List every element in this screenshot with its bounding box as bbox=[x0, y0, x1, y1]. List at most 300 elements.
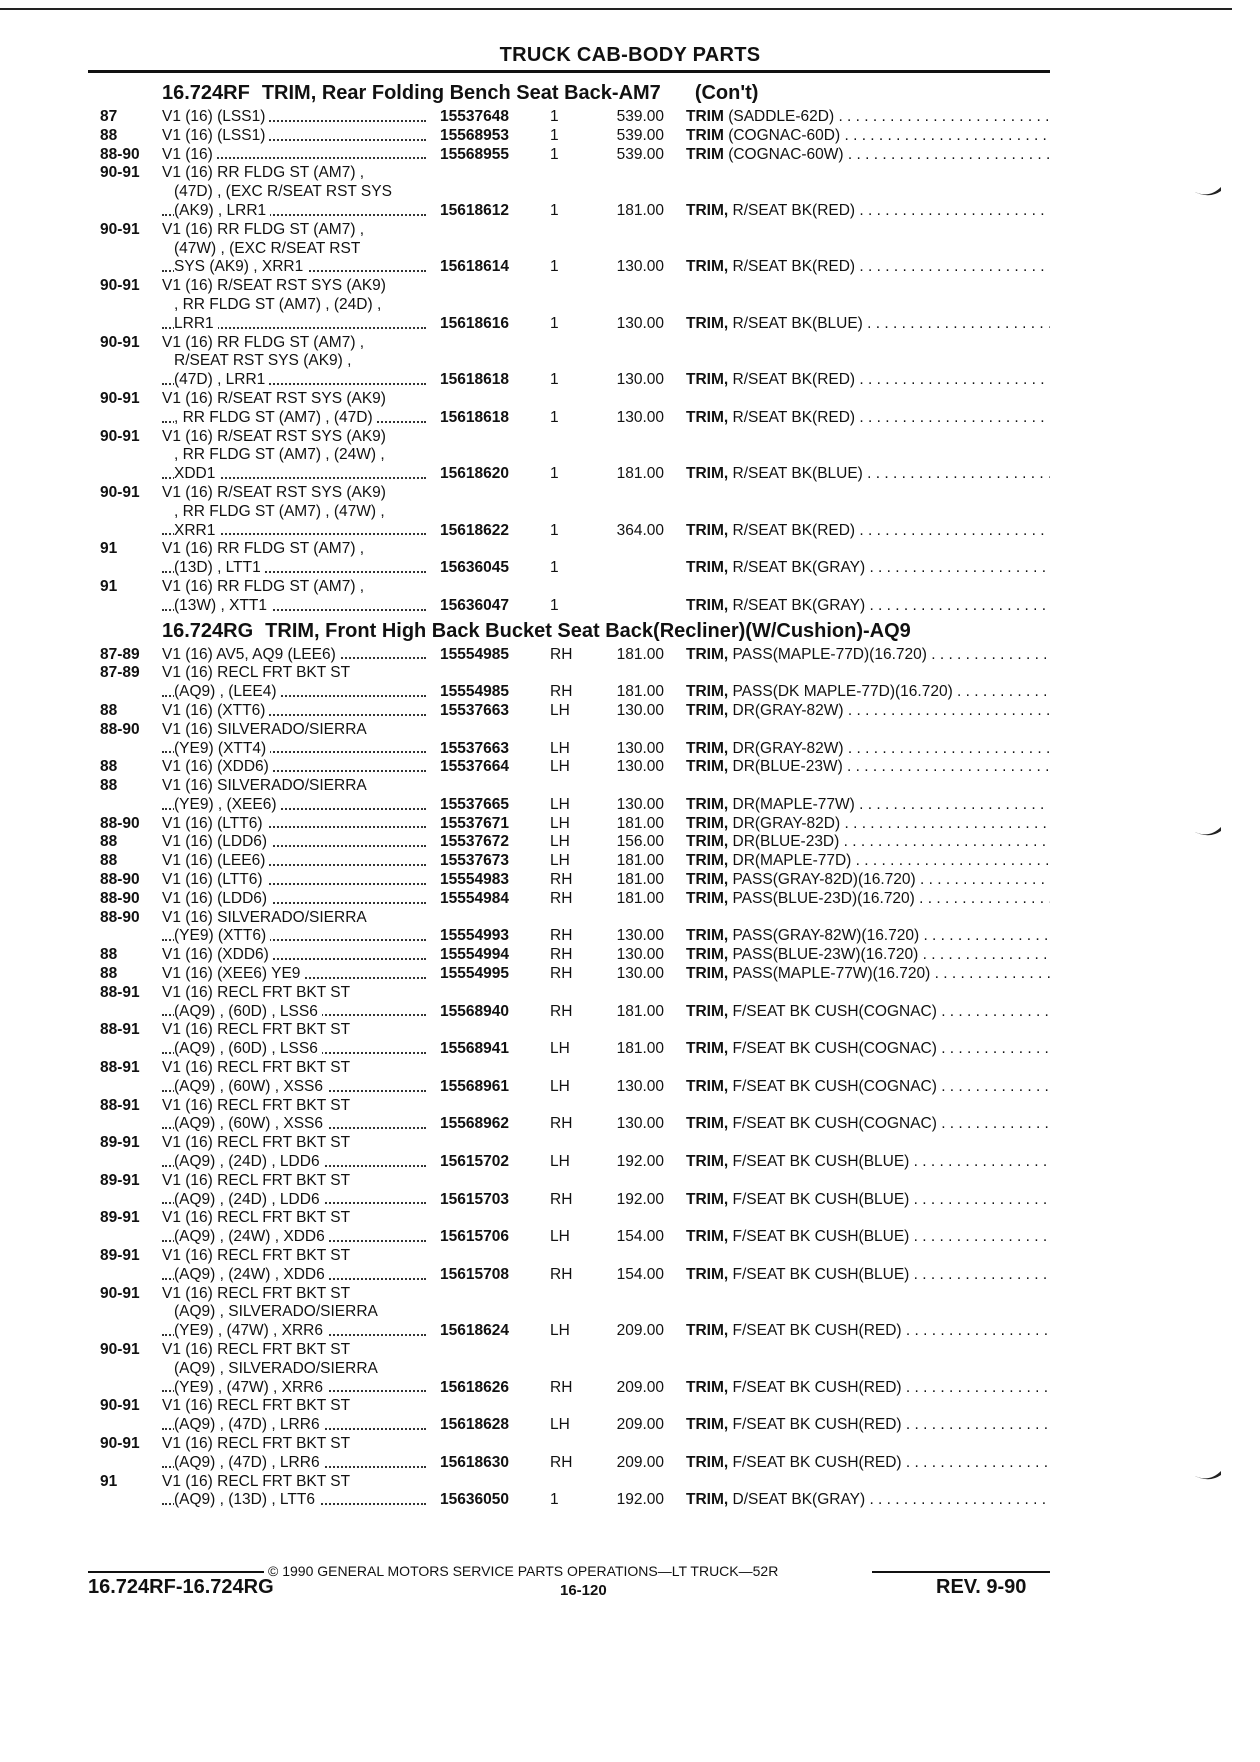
part-name bbox=[686, 815, 1050, 834]
quantity: 1 bbox=[550, 371, 559, 389]
part-name bbox=[686, 465, 1050, 484]
description-text: V1 (16) RECL FRT BKT ST bbox=[162, 1434, 351, 1452]
part-name bbox=[686, 1191, 1050, 1210]
price: 130.00 bbox=[616, 739, 664, 757]
part-number: 15618626 bbox=[440, 1378, 509, 1396]
part-name-detail: F/SEAT BK CUSH(COGNAC) bbox=[728, 1002, 937, 1020]
model-years: 88 bbox=[100, 833, 118, 851]
section-code: 16.724RG bbox=[162, 619, 254, 642]
part-number: 15636050 bbox=[440, 1491, 509, 1509]
part-name-detail: D/SEAT BK(GRAY) bbox=[728, 1491, 866, 1509]
part-name-prefix: TRIM, bbox=[686, 371, 729, 389]
quantity: RH bbox=[550, 1378, 573, 1396]
quantity: RH bbox=[550, 871, 573, 889]
model-years: 88-91 bbox=[100, 1021, 140, 1039]
table-row bbox=[0, 815, 1260, 834]
quantity: RH bbox=[550, 683, 573, 701]
description-text: V1 (16) RECL FRT BKT ST bbox=[162, 1021, 351, 1039]
quantity: 1 bbox=[550, 596, 559, 614]
description-line bbox=[162, 164, 426, 183]
description-text: (AQ9) , SILVERADO/SIERRA bbox=[174, 1359, 378, 1377]
part-number: 15618614 bbox=[440, 258, 509, 276]
quantity: LH bbox=[550, 739, 570, 757]
part-name-prefix: TRIM, bbox=[686, 1416, 729, 1434]
model-years: 87 bbox=[100, 108, 118, 125]
description-line bbox=[162, 221, 426, 240]
description-text: (AQ9) , (24D) , LDD6 bbox=[174, 1191, 324, 1208]
part-name-prefix: TRIM, bbox=[686, 852, 729, 870]
price: 209.00 bbox=[616, 1322, 664, 1340]
part-number: 15615708 bbox=[440, 1265, 509, 1283]
table-row bbox=[0, 1021, 1260, 1059]
section-name: TRIM, Rear Folding Bench Seat Back-AM7 bbox=[261, 82, 661, 104]
part-name-detail: F/SEAT BK CUSH(BLUE) bbox=[728, 1153, 910, 1171]
description-line bbox=[162, 1473, 426, 1492]
part-name-detail: R/SEAT BK(RED) bbox=[728, 201, 856, 219]
description-text: , RR FLDG ST (AM7) , (24W) , bbox=[174, 446, 385, 464]
description-line bbox=[162, 721, 426, 740]
price: 130.00 bbox=[616, 965, 664, 983]
part-name bbox=[686, 1379, 1050, 1398]
table-row bbox=[0, 1059, 1260, 1097]
part-name-prefix: TRIM, bbox=[686, 465, 729, 483]
description-text: R/SEAT RST SYS (AK9) , bbox=[174, 352, 352, 370]
parts-listing bbox=[0, 78, 1260, 1510]
part-number: 15537648 bbox=[440, 108, 509, 125]
part-name-detail: R/SEAT BK(RED) bbox=[728, 258, 856, 276]
part-name-detail: F/SEAT BK CUSH(RED) bbox=[728, 1322, 902, 1340]
price: 181.00 bbox=[616, 1040, 664, 1058]
model-years: 90-91 bbox=[100, 1434, 140, 1452]
model-years: 89-91 bbox=[100, 1171, 140, 1189]
header-rule bbox=[88, 70, 1050, 73]
part-name-prefix: TRIM, bbox=[686, 1265, 729, 1283]
part-name bbox=[686, 852, 1050, 871]
quantity: LH bbox=[550, 814, 570, 832]
description-line bbox=[162, 1435, 426, 1454]
description-text: V1 (16) (LEE6) bbox=[162, 852, 269, 869]
part-name-detail: R/SEAT BK(RED) bbox=[728, 521, 856, 539]
description-text: (YE9) (XTT4) bbox=[174, 740, 270, 757]
part-name-detail: R/SEAT BK(BLUE) bbox=[728, 465, 863, 483]
part-name-detail: PASS(BLUE-23D)(16.720) bbox=[728, 889, 915, 907]
quantity: LH bbox=[550, 1228, 570, 1246]
description-text: , RR FLDG ST (AM7) , (24D) , bbox=[174, 295, 382, 313]
quantity: 1 bbox=[550, 465, 559, 483]
part-name-detail: F/SEAT BK CUSH(RED) bbox=[728, 1453, 902, 1471]
model-years: 90-91 bbox=[100, 1397, 140, 1415]
table-row bbox=[0, 852, 1260, 871]
part-name-prefix: TRIM, bbox=[686, 1190, 729, 1208]
quantity: 1 bbox=[550, 201, 559, 219]
part-name-detail: F/SEAT BK CUSH(RED) bbox=[728, 1378, 902, 1396]
model-years: 90-91 bbox=[100, 483, 140, 501]
table-row bbox=[0, 1097, 1260, 1135]
description-line bbox=[162, 1097, 426, 1116]
price: 181.00 bbox=[616, 1002, 664, 1020]
description-text: , RR FLDG ST (AM7) , (47D) bbox=[174, 409, 377, 426]
table-row bbox=[0, 777, 1260, 815]
price: 130.00 bbox=[616, 408, 664, 426]
table-row bbox=[0, 984, 1260, 1022]
quantity: RH bbox=[550, 965, 573, 983]
quantity: 1 bbox=[550, 258, 559, 276]
part-name-detail: PASS(GRAY-82D)(16.720) bbox=[728, 871, 916, 889]
description-text: V1 (16) RECL FRT BKT ST bbox=[162, 1284, 351, 1302]
part-name bbox=[686, 127, 1050, 146]
model-years: 88-90 bbox=[100, 720, 140, 738]
price: 130.00 bbox=[616, 701, 664, 719]
part-name-detail: F/SEAT BK CUSH(COGNAC) bbox=[728, 1040, 937, 1058]
table-row bbox=[0, 334, 1260, 390]
price: 209.00 bbox=[616, 1453, 664, 1471]
part-name-detail: DR(GRAY-82D) bbox=[728, 814, 841, 832]
part-name-prefix: TRIM, bbox=[686, 814, 729, 832]
part-name bbox=[686, 1454, 1050, 1473]
description-line bbox=[162, 183, 426, 202]
model-years: 88-91 bbox=[100, 1059, 140, 1077]
part-name bbox=[686, 702, 1050, 721]
part-name-prefix: TRIM bbox=[686, 108, 724, 125]
description-line bbox=[162, 984, 426, 1003]
price: 181.00 bbox=[616, 889, 664, 907]
part-name bbox=[686, 1003, 1050, 1022]
description-line bbox=[162, 1285, 426, 1304]
description-text: (AQ9) , (60D) , LSS6 bbox=[174, 1040, 322, 1057]
part-number: 15615703 bbox=[440, 1190, 509, 1208]
top-rule bbox=[0, 8, 1232, 10]
description-text: V1 (16) RECL FRT BKT ST bbox=[162, 1472, 351, 1490]
part-number: 15554985 bbox=[440, 683, 509, 701]
part-name-detail: R/SEAT BK(GRAY) bbox=[728, 596, 866, 614]
description-line bbox=[162, 540, 426, 559]
model-years: 88-90 bbox=[100, 145, 140, 163]
part-number: 15618628 bbox=[440, 1416, 509, 1434]
model-years: 88 bbox=[100, 701, 118, 719]
part-number: 15618612 bbox=[440, 201, 509, 219]
description-text: V1 (16) (LDD6) bbox=[162, 833, 271, 850]
part-name bbox=[686, 1115, 1050, 1134]
quantity: 1 bbox=[550, 521, 559, 539]
description-line bbox=[162, 484, 426, 503]
description-text: V1 (16) RR FLDG ST (AM7) , bbox=[162, 577, 365, 595]
quantity: RH bbox=[550, 1115, 573, 1133]
price: 130.00 bbox=[616, 258, 664, 276]
description-line bbox=[162, 277, 426, 296]
quantity: LH bbox=[550, 833, 570, 851]
description-text: (47W) , (EXC R/SEAT RST bbox=[174, 239, 361, 257]
description-text: V1 (16) SILVERADO/SIERRA bbox=[162, 908, 367, 926]
description-text: V1 (16) RR FLDG ST (AM7) , bbox=[162, 540, 365, 558]
description-text: V1 (16) (XEE6) YE9 bbox=[162, 965, 304, 982]
description-text: XDD1 bbox=[174, 465, 219, 482]
part-number: 15618630 bbox=[440, 1453, 509, 1471]
price: 181.00 bbox=[616, 852, 664, 870]
price: 181.00 bbox=[616, 871, 664, 889]
quantity: RH bbox=[550, 1453, 573, 1471]
table-row bbox=[0, 946, 1260, 965]
part-name-detail: PASS(MAPLE-77W)(16.720) bbox=[728, 965, 931, 983]
table-row bbox=[0, 1172, 1260, 1210]
part-number: 15568940 bbox=[440, 1002, 509, 1020]
table-row bbox=[0, 1397, 1260, 1435]
part-name bbox=[686, 146, 1050, 165]
description-text: V1 (16) (LTT6) bbox=[162, 815, 267, 832]
quantity: 1 bbox=[550, 108, 559, 125]
price: 130.00 bbox=[616, 758, 664, 776]
description-text: (AQ9) , SILVERADO/SIERRA bbox=[174, 1303, 378, 1321]
part-number: 15618616 bbox=[440, 314, 509, 332]
description-text: (13W) , XTT1 bbox=[174, 597, 271, 614]
description-text: V1 (16) R/SEAT RST SYS (AK9) bbox=[162, 483, 386, 501]
part-name-prefix: TRIM, bbox=[686, 314, 729, 332]
description-text: V1 (16) R/SEAT RST SYS (AK9) bbox=[162, 277, 386, 295]
part-name-prefix: TRIM, bbox=[686, 1378, 729, 1396]
part-name-prefix: TRIM, bbox=[686, 1077, 729, 1095]
part-name-prefix: TRIM, bbox=[686, 258, 729, 276]
part-name-detail: R/SEAT BK(RED) bbox=[728, 371, 856, 389]
part-name-prefix: TRIM, bbox=[686, 1453, 729, 1471]
quantity: RH bbox=[550, 889, 573, 907]
model-years: 91 bbox=[100, 1472, 118, 1490]
description-text: V1 (16) RECL FRT BKT ST bbox=[162, 1096, 351, 1114]
quantity: RH bbox=[550, 946, 573, 964]
part-name bbox=[686, 1228, 1050, 1247]
part-number: 15568961 bbox=[440, 1077, 509, 1095]
table-row bbox=[0, 578, 1260, 616]
description-line bbox=[162, 390, 426, 409]
price: 130.00 bbox=[616, 946, 664, 964]
description-text: (AQ9) , (24W) , XDD6 bbox=[174, 1228, 329, 1245]
part-name-prefix: TRIM, bbox=[686, 559, 729, 577]
quantity: RH bbox=[550, 1265, 573, 1283]
description-line bbox=[162, 777, 426, 796]
model-years: 88 bbox=[100, 777, 118, 795]
section-continued: (Con't) bbox=[694, 82, 759, 104]
description-text: V1 (16) (LSS1) bbox=[162, 127, 269, 144]
part-name-prefix: TRIM, bbox=[686, 889, 729, 907]
table-row bbox=[0, 1134, 1260, 1172]
part-name bbox=[686, 1153, 1050, 1172]
part-number: 15554993 bbox=[440, 927, 509, 945]
price: 181.00 bbox=[616, 814, 664, 832]
description-text: (AQ9) , (13D) , LTT6 bbox=[174, 1491, 319, 1508]
part-number: 15554995 bbox=[440, 965, 509, 983]
price: 130.00 bbox=[616, 314, 664, 332]
part-number: 15618622 bbox=[440, 521, 509, 539]
description-text: (AQ9) , (60W) , XSS6 bbox=[174, 1078, 327, 1095]
section-code: 16.724RF bbox=[162, 82, 250, 104]
description-line bbox=[162, 446, 426, 465]
part-name-prefix: TRIM bbox=[686, 145, 724, 163]
description-line bbox=[162, 578, 426, 597]
part-name bbox=[686, 559, 1050, 578]
table-row bbox=[0, 1209, 1260, 1247]
quantity: RH bbox=[550, 645, 573, 663]
part-name-detail: PASS(BLUE-23W)(16.720) bbox=[728, 946, 919, 964]
part-number: 15636047 bbox=[440, 596, 509, 614]
section-title bbox=[0, 616, 1260, 646]
description-line bbox=[162, 1360, 426, 1379]
table-row bbox=[0, 833, 1260, 852]
part-name bbox=[686, 1416, 1050, 1435]
model-years: 91 bbox=[100, 540, 118, 558]
model-years: 87-89 bbox=[100, 645, 140, 663]
model-years: 91 bbox=[100, 577, 118, 595]
description-text: (YE9) , (47W) , XRR6 bbox=[174, 1322, 327, 1339]
model-years: 90-91 bbox=[100, 164, 140, 182]
description-text: V1 (16) RR FLDG ST (AM7) , bbox=[162, 333, 365, 351]
part-number: 15537672 bbox=[440, 833, 509, 851]
description-line bbox=[162, 1341, 426, 1360]
table-row bbox=[0, 277, 1260, 333]
part-number: 15618624 bbox=[440, 1322, 509, 1340]
model-years: 89-91 bbox=[100, 1134, 140, 1152]
part-name bbox=[686, 890, 1050, 909]
part-name bbox=[686, 409, 1050, 428]
part-name-detail: (COGNAC-60D) bbox=[723, 126, 841, 144]
table-row bbox=[0, 108, 1260, 127]
quantity: LH bbox=[550, 852, 570, 870]
description-text: (47D) , LRR1 bbox=[174, 371, 269, 388]
quantity: 1 bbox=[550, 1491, 559, 1509]
description-text: V1 (16) RECL FRT BKT ST bbox=[162, 1247, 351, 1265]
part-name-detail: DR(GRAY-82W) bbox=[728, 739, 844, 757]
binder-mark-icon bbox=[1190, 1470, 1222, 1484]
price: 192.00 bbox=[616, 1153, 664, 1171]
table-row bbox=[0, 1341, 1260, 1397]
part-name bbox=[686, 1266, 1050, 1285]
model-years: 89-91 bbox=[100, 1209, 140, 1227]
part-name-detail: F/SEAT BK CUSH(RED) bbox=[728, 1416, 902, 1434]
price: 192.00 bbox=[616, 1491, 664, 1509]
price: 181.00 bbox=[616, 465, 664, 483]
part-name bbox=[686, 1078, 1050, 1097]
price: 539.00 bbox=[616, 108, 664, 125]
model-years: 90-91 bbox=[100, 389, 140, 407]
price: 539.00 bbox=[616, 145, 664, 163]
model-years: 88 bbox=[100, 852, 118, 870]
table-row bbox=[0, 127, 1260, 146]
part-name bbox=[686, 683, 1050, 702]
model-years: 90-91 bbox=[100, 333, 140, 351]
description-text: V1 (16) RR FLDG ST (AM7) , bbox=[162, 220, 365, 238]
quantity: 1 bbox=[550, 314, 559, 332]
description-line bbox=[162, 240, 426, 259]
part-name-detail: DR(MAPLE-77W) bbox=[728, 795, 855, 813]
part-name-prefix: TRIM, bbox=[686, 1491, 729, 1509]
part-name-detail: F/SEAT BK CUSH(BLUE) bbox=[728, 1228, 910, 1246]
part-number: 15554994 bbox=[440, 946, 509, 964]
part-name bbox=[686, 1040, 1050, 1059]
footer-revision: REV. 9-90 bbox=[936, 1576, 1027, 1598]
description-text: (YE9) , (XEE6) bbox=[174, 796, 281, 813]
description-text: (AQ9) , (LEE4) bbox=[174, 683, 281, 700]
description-text: (YE9) (XTT6) bbox=[174, 927, 270, 944]
quantity: LH bbox=[550, 1416, 570, 1434]
part-number: 15568962 bbox=[440, 1115, 509, 1133]
part-name-detail: PASS(DK MAPLE-77D)(16.720) bbox=[728, 683, 953, 701]
quantity: RH bbox=[550, 1190, 573, 1208]
table-row bbox=[0, 484, 1260, 540]
table-row bbox=[0, 1435, 1260, 1473]
part-name bbox=[686, 371, 1050, 390]
part-name bbox=[686, 108, 1050, 127]
part-name-detail: R/SEAT BK(BLUE) bbox=[728, 314, 863, 332]
price: 130.00 bbox=[616, 927, 664, 945]
part-number: 15568955 bbox=[440, 145, 509, 163]
part-name-detail: R/SEAT BK(RED) bbox=[728, 408, 856, 426]
part-name-prefix: TRIM, bbox=[686, 408, 729, 426]
part-name bbox=[686, 597, 1050, 616]
description-line bbox=[162, 1134, 426, 1153]
description-line bbox=[162, 334, 426, 353]
table-row bbox=[0, 871, 1260, 890]
part-name bbox=[686, 202, 1050, 221]
table-row bbox=[0, 664, 1260, 702]
part-name bbox=[686, 927, 1050, 946]
description-text: SYS (AK9) , XRR1 bbox=[174, 258, 307, 275]
footer-rule-right bbox=[872, 1571, 1050, 1573]
description-text: V1 (16) (XTT6) bbox=[162, 702, 269, 719]
model-years: 88-91 bbox=[100, 1096, 140, 1114]
description-line bbox=[162, 1059, 426, 1078]
description-text: V1 (16) RECL FRT BKT ST bbox=[162, 1171, 351, 1189]
part-name-detail: F/SEAT BK CUSH(BLUE) bbox=[728, 1190, 910, 1208]
description-text: (AK9) , LRR1 bbox=[174, 202, 270, 219]
part-name-prefix: TRIM, bbox=[686, 1040, 729, 1058]
part-number: 15568953 bbox=[440, 126, 509, 144]
description-line bbox=[162, 296, 426, 315]
model-years: 88-90 bbox=[100, 889, 140, 907]
description-text: (47D) , (EXC R/SEAT RST SYS bbox=[174, 183, 392, 201]
description-text: (YE9) , (47W) , XRR6 bbox=[174, 1379, 327, 1396]
description-line bbox=[162, 664, 426, 683]
quantity: 1 bbox=[550, 126, 559, 144]
price: 192.00 bbox=[616, 1190, 664, 1208]
price: 154.00 bbox=[616, 1228, 664, 1246]
description-line bbox=[162, 1397, 426, 1416]
description-text: V1 (16) bbox=[162, 146, 217, 163]
description-line bbox=[162, 1303, 426, 1322]
part-number: 15615706 bbox=[440, 1228, 509, 1246]
part-name-prefix: TRIM, bbox=[686, 1228, 729, 1246]
table-row bbox=[0, 164, 1260, 220]
part-name bbox=[686, 740, 1050, 759]
part-name bbox=[686, 965, 1050, 984]
part-name-detail: (SADDLE-62D) bbox=[723, 108, 835, 125]
price: 181.00 bbox=[616, 683, 664, 701]
description-text: V1 (16) RECL FRT BKT ST bbox=[162, 1397, 351, 1415]
description-text: V1 (16) RECL FRT BKT ST bbox=[162, 1059, 351, 1077]
description-text: LRR1 bbox=[174, 315, 218, 332]
table-row bbox=[0, 1247, 1260, 1285]
part-name-detail: F/SEAT BK CUSH(BLUE) bbox=[728, 1265, 910, 1283]
part-name bbox=[686, 946, 1050, 965]
model-years: 90-91 bbox=[100, 277, 140, 295]
part-name-detail: DR(GRAY-82W) bbox=[728, 701, 844, 719]
table-row bbox=[0, 965, 1260, 984]
part-name bbox=[686, 1322, 1050, 1341]
part-name-prefix: TRIM, bbox=[686, 683, 729, 701]
footer-page-number: 16-120 bbox=[560, 1582, 607, 1599]
part-number: 15554984 bbox=[440, 889, 509, 907]
description-text: (AQ9) , (47D) , LRR6 bbox=[174, 1454, 324, 1471]
table-row bbox=[0, 146, 1260, 165]
description-text: V1 (16) RECL FRT BKT ST bbox=[162, 1209, 351, 1227]
table-row bbox=[0, 702, 1260, 721]
model-years: 89-91 bbox=[100, 1247, 140, 1265]
